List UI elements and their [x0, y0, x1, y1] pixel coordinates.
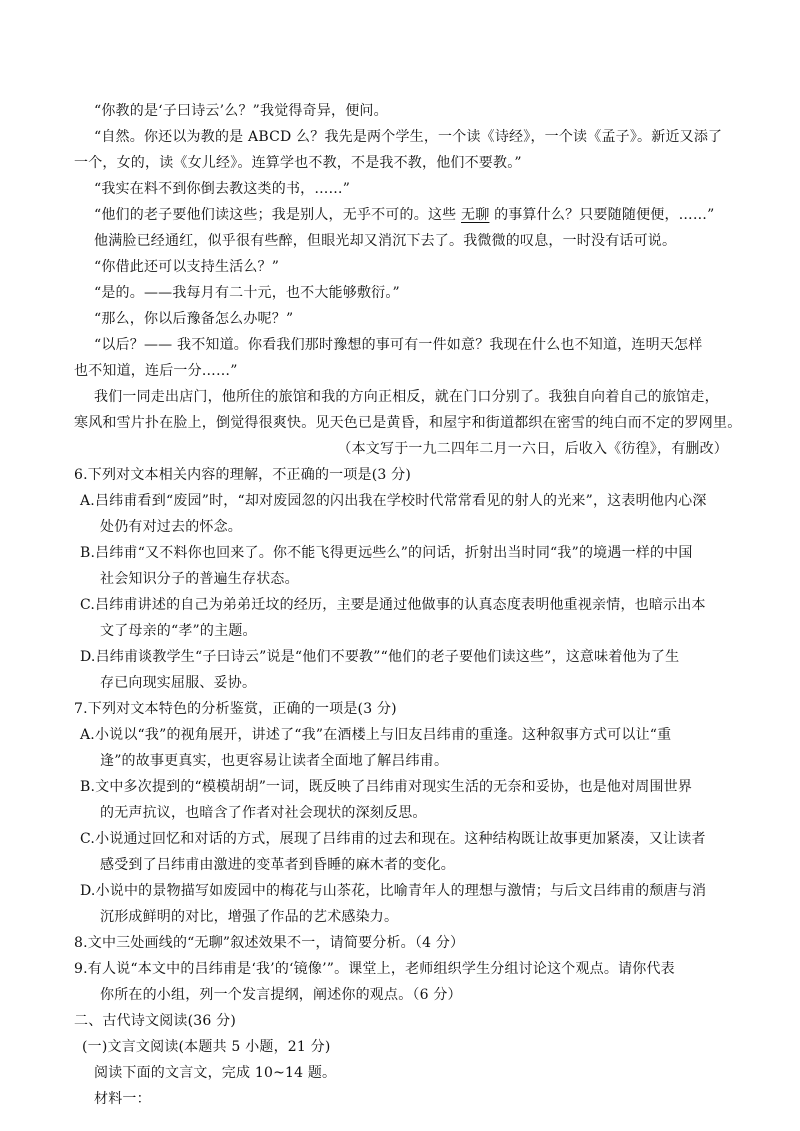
- dialogue-line-continued: 也不知道，连后一分……”: [74, 363, 238, 379]
- dialogue-line-with-underline: [94, 205, 754, 225]
- question-6: 6.下列对文本相关内容的理解，不正确的一项是(3 分): [74, 467, 412, 483]
- narration-line: 他满脸已经通红，似乎很有些醉，但眼光却又消沉下去了。我微微的叹息，一时没有话可说。: [94, 233, 677, 249]
- subsection-heading: (一)文言文阅读(本题共 5 小题，21 分): [82, 1039, 331, 1055]
- material-label: 材料一：: [94, 1091, 151, 1107]
- instruction-line: 阅读下面的文言文，完成 10~14 题。: [94, 1065, 337, 1081]
- question-7-option-c-cont: 感受到了吕纬甫由激进的变革者到昏睡的麻木者的变化。: [100, 857, 455, 873]
- dialogue-line: “自然。你还以为教的是 ABCD 么？我先是两个学生，一个读《诗经》，一个读《孟子》。新近又添了: [94, 129, 723, 145]
- dialogue-line: “你借此还可以支持生活么？”: [94, 259, 280, 275]
- question-6-option-d-cont: 存已向现实屈服、妥协。: [100, 675, 257, 691]
- question-7: 7.下列对文本特色的分析鉴赏，正确的一项是(3 分): [74, 701, 397, 717]
- dialogue-line: “以后？—— 我不知道。你看我们那时豫想的事可有一件如意？我现在什么也不知道，连明天怎样: [94, 337, 703, 353]
- question-7-option-a: A.小说以“我”的视角展开，讲述了“我”在酒楼上与旧友吕纬甫的重逢。这种叙事方式可以让“重: [80, 727, 672, 743]
- question-6-option-c-cont: 文了母亲的“孝”的主题。: [100, 623, 257, 639]
- question-6-option-b-cont: 社会知识分子的普遍生存状态。: [100, 571, 299, 587]
- dialogue-line: “是的。——我每月有二十元，也不大能够敷衍。”: [94, 285, 400, 301]
- narration-line: 我们一同走出店门，他所住的旅馆和我的方向正相反，就在门口分别了。我独自向着自己的旅馆走，: [94, 389, 719, 405]
- question-7-option-d-cont: 沉形成鲜明的对比，增强了作品的艺术感染力。: [100, 909, 399, 925]
- question-6-option-d: D.吕纬甫谈教学生“子曰诗云”说是“他们不要教”“他们的老子要他们读这些”，这意味着他为了生: [80, 649, 680, 665]
- question-6-option-a: A.吕纬甫看到“废园”时，“却对废园忽的闪出我在学校时代常常看见的射人的光来”，这表明他内心深: [80, 493, 707, 509]
- narration-line-continued: 寒风和雪片扑在脸上，倒觉得很爽快。见天色已是黄昏，和屋宇和街道都织在密雪的纯白而不定的罗网里。: [74, 415, 742, 431]
- dialogue-text: “他们的老子要他们读这些；我是别人，无乎不可的。这些: [94, 207, 457, 223]
- question-9-cont: 你所在的小组，列一个发言提纲，阐述你的观点。（6 分）: [100, 987, 462, 1003]
- dialogue-line: “我实在料不到你倒去教这类的书，……”: [94, 181, 351, 197]
- dialogue-text: 的事算什么？只要随随便便，……”: [494, 207, 715, 223]
- question-8: 8.文中三处画线的“无聊”叙述效果不一，请简要分析。（4 分）: [74, 935, 465, 951]
- question-7-option-c: C.小说通过回忆和对话的方式，展现了吕纬甫的过去和现在。这种结构既让故事更加紧凑，又让读者: [80, 831, 706, 847]
- dialogue-line: “你教的是‘子曰诗云’么？”我觉得奇异，便问。: [94, 103, 388, 119]
- question-6-option-c: C.吕纬甫讲述的自己为弟弟迁坟的经历，主要是通过他做事的认真态度表明他重视亲情，也暗示出本: [80, 597, 706, 613]
- section-heading: 二、古代诗文阅读(36 分): [74, 1013, 236, 1029]
- dialogue-line: “那么，你以后豫备怎么办呢？”: [94, 311, 294, 327]
- question-7-option-b-cont: 的无声抗议，也暗含了作者对社会现状的深刻反思。: [100, 805, 427, 821]
- question-7-option-d: D.小说中的景物描写如废园中的梅花与山茶花，比喻青年人的理想与激情；与后文吕纬甫的颓唐与消: [80, 883, 707, 899]
- question-6-option-b: B.吕纬甫“又不料你也回来了。你不能飞得更远些么”的问话，折射出当时同“我”的境遇一样的中国: [80, 545, 693, 561]
- question-6-option-a-cont: 处仍有对过去的怀念。: [100, 519, 242, 535]
- question-7-option-a-cont: 逢”的故事更真实，也更容易让读者全面地了解吕纬甫。: [100, 753, 449, 769]
- dialogue-line-continued: 一个，女的，读《女儿经》。连算学也不教，不是我不教，他们不要教。”: [74, 155, 522, 171]
- question-9: 9.有人说“本文中的吕纬甫是‘我’的‘镜像’”。课堂上，老师组织学生分组讨论这个观点。请你代表: [74, 961, 675, 977]
- source-note: （本文写于一九二四年二月一六日，后收入《彷徨》，有删改）: [337, 441, 728, 457]
- underlined-phrase: 无聊: [461, 207, 490, 223]
- question-7-option-b: B.文中多次提到的“模模胡胡”一词，既反映了吕纬甫对现实生活的无奈和妥协，也是他对周围世界: [80, 779, 693, 795]
